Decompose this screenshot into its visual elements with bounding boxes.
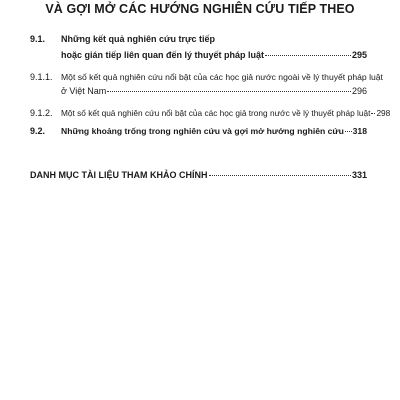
- toc-page-bibliography: 331: [351, 170, 367, 180]
- toc-entry-9-2[interactable]: [61, 126, 367, 137]
- toc-entry-9-1-line2[interactable]: [61, 50, 367, 61]
- toc-number-9-1: 9.1.: [30, 34, 46, 44]
- toc-entry-9-1-1-text: ở Việt Nam: [61, 86, 107, 96]
- toc-page-9-1-2: 298: [376, 108, 391, 118]
- toc-entry-9-1-1-line2[interactable]: [61, 86, 367, 97]
- toc-entry-9-1-2[interactable]: [61, 108, 391, 119]
- dot-leader: [265, 55, 351, 56]
- toc-number-9-2: 9.2.: [30, 126, 46, 136]
- dot-leader: [371, 113, 375, 114]
- dot-leader: [209, 175, 351, 176]
- dot-leader: [107, 91, 351, 92]
- toc-entry-9-1-2-text: Một số kết quả nghiên cứu nổi bật của các học giả trong nước về lý thuyết pháp luật: [61, 108, 371, 118]
- toc-entry-bibliography[interactable]: [30, 170, 367, 181]
- toc-entry-9-1-line1[interactable]: Những kết quả nghiên cứu trực tiếp: [61, 34, 216, 44]
- toc-page-9-1: 295: [351, 50, 367, 60]
- toc-number-9-1-1: 9.1.1.: [30, 72, 53, 82]
- section-heading: VÀ GỢI MỞ CÁC HƯỚNG NGHIÊN CỨU TIẾP THEO: [45, 2, 355, 16]
- toc-page-9-2: 318: [352, 126, 367, 136]
- toc-entry-bibliography-text: DANH MỤC TÀI LIỆU THAM KHẢO CHÍNH: [30, 170, 208, 180]
- dot-leader: [345, 131, 352, 132]
- toc-entry-9-1-text: hoặc gián tiếp liên quan đến lý thuyết pháp luật: [61, 50, 265, 60]
- toc-page-9-1-1: 296: [351, 86, 367, 96]
- toc-entry-9-2-text: Những khoảng trống trong nghiên cứu và gợi mở hướng nghiên cứu: [61, 126, 344, 136]
- toc-entry-9-1-1-line1[interactable]: Một số kết quả nghiên cứu nổi bật của các học giả nước ngoài về lý thuyết pháp luật: [61, 72, 383, 82]
- toc-number-9-1-2: 9.1.2.: [30, 108, 53, 118]
